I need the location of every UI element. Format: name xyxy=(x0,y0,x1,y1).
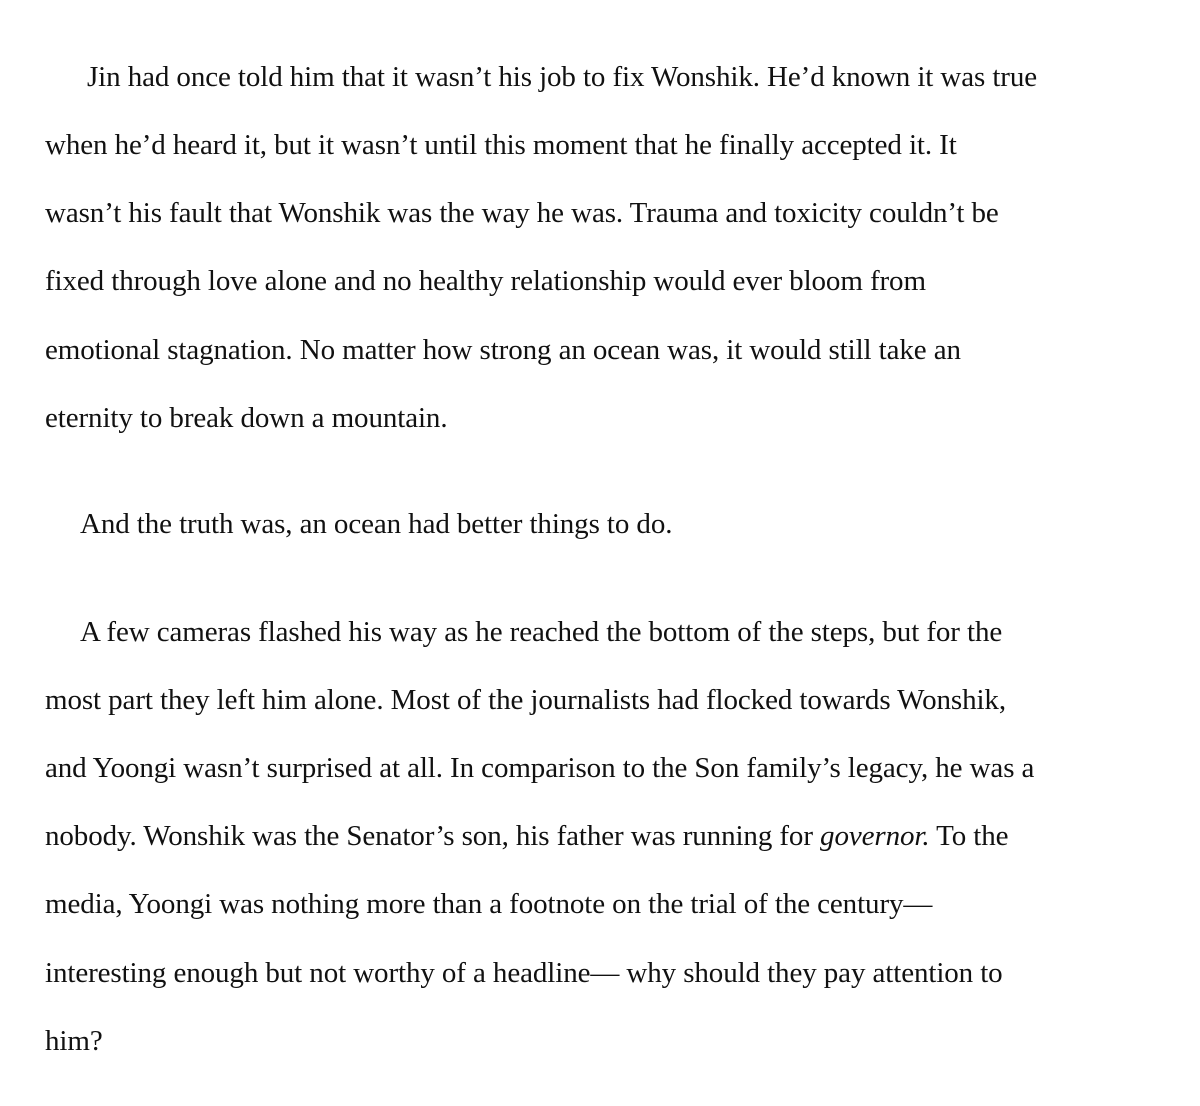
text-line: emotional stagnation. No matter how strong an ocean was, it would still take an xyxy=(45,334,961,366)
text-line: him? xyxy=(45,1025,103,1057)
text-line xyxy=(45,822,1008,851)
text-line: Jin had once told him that it wasn’t his job to fix Wonshik. He’d known it was true xyxy=(87,61,1038,93)
text-line: A few cameras flashed his way as he reached the bottom of the steps, but for the xyxy=(80,616,1003,648)
text-line: most part they left him alone. Most of the journalists had flocked towards Wonshik, xyxy=(45,684,1006,716)
text-line: wasn’t his fault that Wonshik was the way he was. Trauma and toxicity couldn’t be xyxy=(45,197,999,229)
text-line: interesting enough but not worthy of a headline— why should they pay attention to xyxy=(45,957,1003,989)
text-line: and Yoongi wasn’t surprised at all. In comparison to the Son family’s legacy, he was a xyxy=(45,752,1035,784)
text-line: And the truth was, an ocean had better things to do. xyxy=(80,508,673,540)
text-line: fixed through love alone and no healthy relationship would ever bloom from xyxy=(45,265,926,297)
italic-word: governor. xyxy=(820,820,930,852)
text-span: To the xyxy=(929,820,1009,852)
text-line: eternity to break down a mountain. xyxy=(45,402,448,434)
text-line: when he’d heard it, but it wasn’t until this moment that he finally accepted it. It xyxy=(45,129,957,161)
text-line: media, Yoongi was nothing more than a footnote on the trial of the century— xyxy=(45,888,933,920)
text-span: nobody. Wonshik was the Senator’s son, his father was running for xyxy=(45,820,821,852)
